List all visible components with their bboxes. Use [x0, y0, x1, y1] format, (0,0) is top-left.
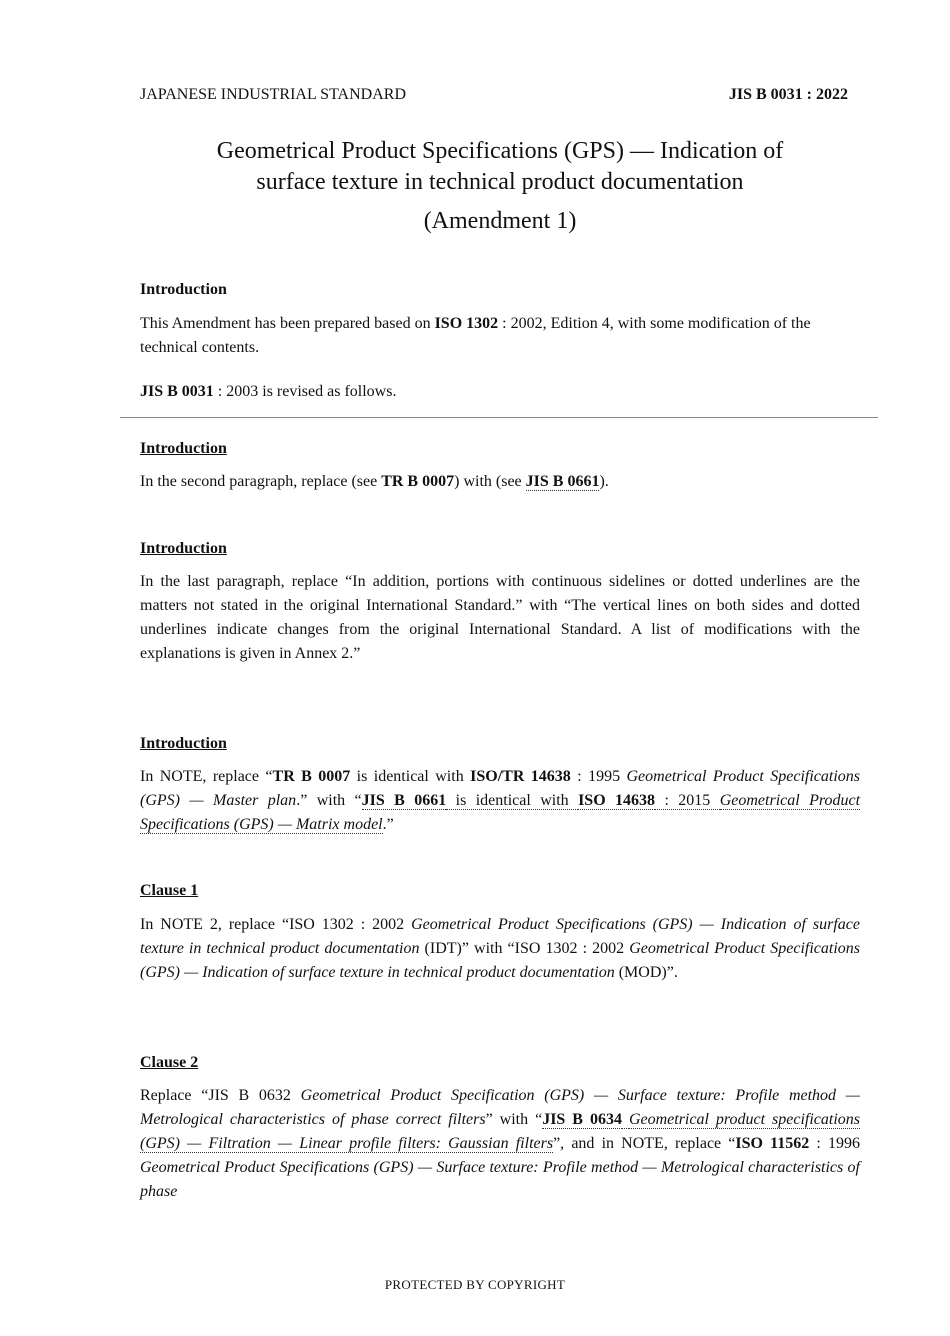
ref-jis-b-0661: JIS B 0661 — [361, 792, 447, 809]
s5-title-iso-11562: Geometrical Product Specifications (GPS) — Surface texture: Profile method — Metrological characteristics of phase — [140, 1159, 860, 1200]
title-amendment: (Amendment 1) — [423, 208, 577, 234]
s3-t1: In NOTE, replace “ — [140, 768, 273, 785]
ref-iso-14638: ISO 14638 — [578, 792, 656, 809]
section-3-text — [140, 765, 860, 837]
s3-title-matrix-model: Geometrical Product Specifications (GPS) — Matrix model — [140, 792, 861, 833]
s4-t2: (IDT)” with “ISO 1302 : 2002 — [419, 940, 630, 957]
s5-t4: ”, and in NOTE, replace “ — [553, 1135, 736, 1152]
s3-t7: .” — [382, 816, 394, 833]
s3-t6: : 2015 — [655, 792, 720, 809]
s1-t2: ) with (see — [454, 473, 526, 490]
section-2-text: In the last paragraph, replace “In addition, portions with continuous sidelines or dotted underlines are the matters not stated in the original International Standard.” with “The vertical lines on both sides and dotted underlines indicate changes from the original International Standard. A list of modifications with the explanations is given in Annex 2.” — [140, 573, 860, 662]
s4-title-a: Geometrical Product Specifications (GPS) — Indication of surface texture in technical product documentation — [140, 916, 860, 957]
s5-t2: ” with “ — [485, 1111, 543, 1128]
s5-t5: : 1996 — [809, 1135, 860, 1152]
s5-t1: Replace “JIS B 0632 — [140, 1087, 301, 1104]
section-1-heading: Introduction — [140, 440, 227, 457]
copyright-footer: PROTECTED BY COPYRIGHT — [384, 1277, 566, 1292]
s1-t1: In the second paragraph, replace (see — [140, 473, 382, 490]
intro-paragraph-1 — [140, 312, 860, 360]
document-title — [120, 136, 880, 237]
s5-title-jis-b-0632: Geometrical Product Specification (GPS) — Surface texture: Profile method — Metrological characteristics of phase correct filters — [140, 1087, 861, 1128]
ref-iso-1302: ISO 1302 — [434, 315, 499, 332]
section-3-heading: Introduction — [140, 735, 227, 752]
ref-iso-tr-14638: ISO/TR 14638 — [470, 768, 571, 785]
s3-t4: .” with “ — [296, 792, 362, 809]
ref-jis-b-0634: JIS B 0634 — [542, 1111, 622, 1128]
intro-p1-text-a: This Amendment has been prepared based on — [140, 315, 435, 332]
s3-t3: : 1995 — [570, 768, 627, 785]
section-2-heading: Introduction — [140, 540, 227, 557]
s4-title-b: Geometrical Product Specifications (GPS) — Indication of surface texture in technical product documentation — [140, 940, 861, 981]
header-standard-number: JIS B 0031 : 2022 — [728, 86, 848, 103]
s3-t2: is identical with — [350, 768, 471, 785]
s5-t3 — [622, 1111, 629, 1129]
ref-iso-11562: ISO 11562 — [735, 1135, 810, 1152]
header-standard-type: JAPANESE INDUSTRIAL STANDARD — [140, 86, 406, 103]
intro-heading: Introduction — [140, 281, 227, 298]
s3-title-master-plan: Geometrical Product Specifications (GPS) — Master plan — [140, 768, 861, 809]
title-line-2: surface texture in technical product documentation — [256, 169, 744, 195]
s5-title-gaussian-filters: Geometrical product specifications (GPS) — Filtration — Linear profile filters: Gaussian filters — [140, 1111, 861, 1152]
section-4-heading: Clause 1 — [140, 882, 199, 899]
ref-jis-b-0661: JIS B 0661 — [525, 473, 600, 490]
ref-tr-b-0007: TR B 0007 — [381, 473, 455, 490]
ref-tr-b-0007: TR B 0007 — [272, 768, 351, 785]
s4-t3: (MOD)”. — [614, 964, 678, 981]
intro-p2-text: : 2003 is revised as follows. — [213, 383, 397, 400]
intro-paragraph-2 — [140, 380, 860, 404]
s4-t1: In NOTE 2, replace “ISO 1302 : 2002 — [140, 916, 412, 933]
ref-jis-b-0031: JIS B 0031 — [140, 383, 214, 400]
section-5-text — [140, 1084, 860, 1204]
s1-t3: ). — [599, 473, 609, 490]
section-divider — [120, 417, 878, 418]
section-4-text — [140, 913, 860, 985]
section-5-heading: Clause 2 — [140, 1054, 199, 1071]
intro-p1-text-b: : 2002, Edition 4, with some modification of the technical contents. — [140, 315, 811, 356]
title-line-1: Geometrical Product Specifications (GPS) — Indication of — [216, 138, 784, 164]
s3-t5: is identical with — [446, 792, 579, 809]
section-1-text — [140, 470, 860, 494]
